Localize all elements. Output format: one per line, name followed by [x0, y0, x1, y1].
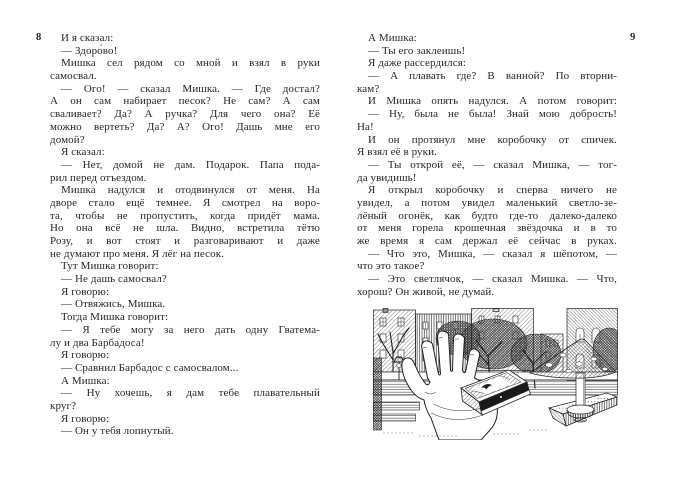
text-line: — Здоро́во!	[61, 44, 118, 57]
text-line: — Ого! — сказал Мишка. — Где достал?	[61, 82, 320, 95]
text-line: Я сказал:	[61, 146, 105, 159]
text-line: — Что это, Мишка, — сказал я шёпотом, —	[368, 247, 617, 260]
text-line: не думают про меня. Я лёг на песок.	[50, 247, 225, 260]
text-line: На!	[357, 120, 374, 133]
text-line: А Мишка:	[61, 374, 110, 387]
text-line: Мишка надулся и отодвинулся от меня. На	[61, 184, 320, 197]
text-line: А Мишка:	[368, 32, 417, 44]
text-line: лёный огонёк, как будто где-то далеко-далеко	[357, 209, 617, 222]
text-line: И я сказал:	[61, 32, 114, 44]
text-line: кам?	[357, 82, 380, 95]
text-line: домой?	[50, 133, 85, 146]
courtyard-illustration	[373, 308, 618, 440]
text-line: можно вертеть? Да? А? Ого! Дашь мне его	[50, 120, 320, 133]
text-line: да увидишь!	[357, 171, 417, 184]
text-line: сваливает? Да? А ручка? Для чего она? Её	[50, 108, 320, 121]
text-line: — Я тебе могу за него дать одну Гватема-	[61, 323, 320, 336]
text-line: Но она всё не шла. Видно, встретила тётю	[50, 222, 320, 235]
text-line: круг?	[50, 399, 77, 412]
text-line: Я взял её в руки.	[357, 146, 437, 159]
text-line: лу и два Барбадоса!	[50, 336, 145, 349]
text-line: Я говорю:	[61, 285, 110, 298]
text-line: же время я сам держал её сейчас в руках.	[357, 235, 617, 247]
text-column-right	[357, 32, 617, 298]
page-number-right: 9	[630, 32, 636, 43]
text-line: — Ты открой её, — сказал Мишка, — тог-	[368, 158, 617, 171]
text-line: дворе стало ещё темнее. Я смотрел на воро-	[50, 196, 320, 209]
text-line: — Ну, была не была! Знай мою добрость!	[368, 108, 617, 121]
text-line: И Мишка опять надулся. А потом говорит:	[368, 95, 617, 108]
text-line: — Это светлячок, — сказал Мишка. — Что,	[368, 273, 617, 286]
text-line: — Не дашь самосвал?	[61, 273, 167, 286]
text-line: увидел, а потом увидел маленький светло-зе-	[357, 196, 617, 209]
page-number-left: 8	[36, 32, 42, 43]
text-line: та, чтобы не пропустить, когда придёт мама.	[50, 209, 320, 222]
text-line: от меня горела крошечная звёздочка и в то	[357, 222, 617, 235]
text-line: — Он у тебя лопнутый.	[61, 425, 174, 438]
text-line: — А плавать где? В ванной? По вторни-	[368, 70, 617, 83]
text-line: самосвал.	[50, 70, 97, 83]
text-line: Тогда Мишка говорит:	[61, 311, 169, 324]
text-line: Розу, и вот стоят и разговаривают и даже	[50, 235, 320, 247]
text-line: — Нет, домой не дам. Подарок. Папа пода-	[61, 158, 320, 171]
text-line: — Сравнил Барбадос с самосвалом...	[61, 361, 239, 374]
text-line: — Отвяжись, Мишка.	[61, 298, 166, 311]
text-line: — Ты его заклеишь!	[368, 44, 466, 57]
text-line: хорош? Он живой, не думай.	[357, 285, 495, 298]
text-line: Я говорю:	[61, 349, 110, 362]
text-column-left	[50, 32, 320, 438]
text-line: Мишка сел рядом со мной и взял в руки	[61, 57, 320, 70]
text-line: — Ну хочешь, я дам тебе плавательный	[61, 387, 320, 400]
text-line: А он сам набирает песок? Не сам? А сам	[50, 95, 320, 108]
text-line: Я говорю:	[61, 412, 110, 425]
text-line: Я открыл коробочку и сперва ничего не	[368, 184, 617, 197]
text-line: Тут Мишка говорит:	[61, 260, 159, 273]
text-line: И он протянул мне коробочку от спичек.	[368, 133, 617, 146]
text-line: рил перед отъездом.	[50, 171, 147, 184]
text-line: Я даже рассердился:	[368, 57, 467, 70]
text-line: что это такое?	[357, 260, 425, 273]
